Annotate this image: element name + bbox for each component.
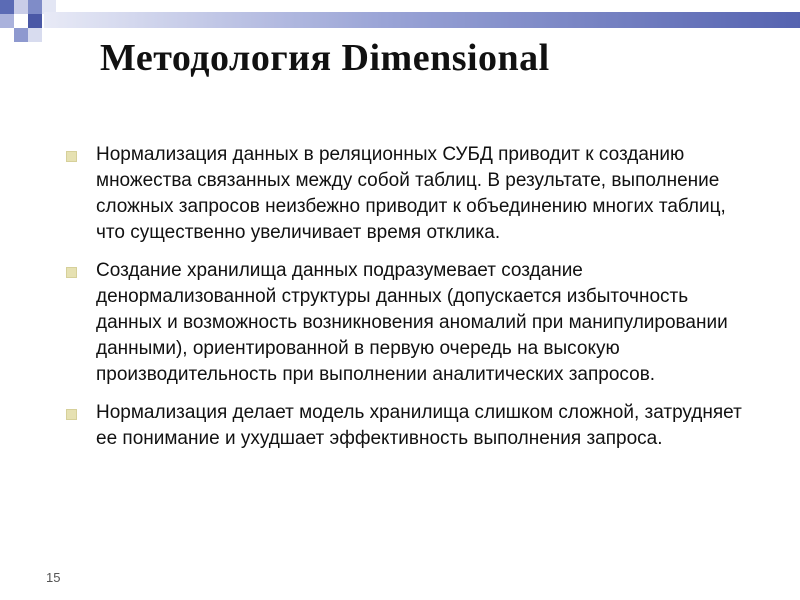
bullet-square-icon: [66, 267, 77, 278]
bullet-item: [62, 400, 752, 452]
bullet-square-icon: [66, 151, 77, 162]
bullet-list: [62, 142, 752, 464]
bullet-text: Нормализация данных в реляционных СУБД приводит к созданию множества связанных между собой таблиц. В результате, выполнение сложных запросов неизбежно приводит к объединению многих таблиц, что существенно увеличивает время отклика.: [96, 144, 726, 243]
top-gradient-bar: [44, 12, 800, 28]
decor-square: [14, 14, 28, 28]
decor-square: [14, 28, 28, 42]
bullet-item: [62, 142, 752, 246]
decor-square: [0, 0, 14, 14]
decor-square: [28, 0, 42, 14]
bullet-text: Нормализация делает модель хранилища слишком сложной, затрудняет ее понимание и ухудшает эффективность выполнения запроса.: [96, 402, 742, 449]
page-number: 15: [46, 570, 61, 585]
bullet-text: Создание хранилища данных подразумевает создание денормализованной структуры данных (допускается избыточность данных и возможность возникновения аномалий при манипулировании данными), ориентированной в первую очередь на высокую производительность при выполнении аналитических запросов.: [96, 260, 728, 385]
decor-square: [28, 28, 42, 42]
bullet-square-icon: [66, 409, 77, 420]
decor-square: [0, 28, 14, 42]
decor-square: [0, 14, 14, 28]
decor-square: [14, 0, 28, 14]
decor-square: [28, 14, 42, 28]
bullet-item: [62, 258, 752, 388]
slide-title: Методология Dimensional: [100, 37, 550, 79]
